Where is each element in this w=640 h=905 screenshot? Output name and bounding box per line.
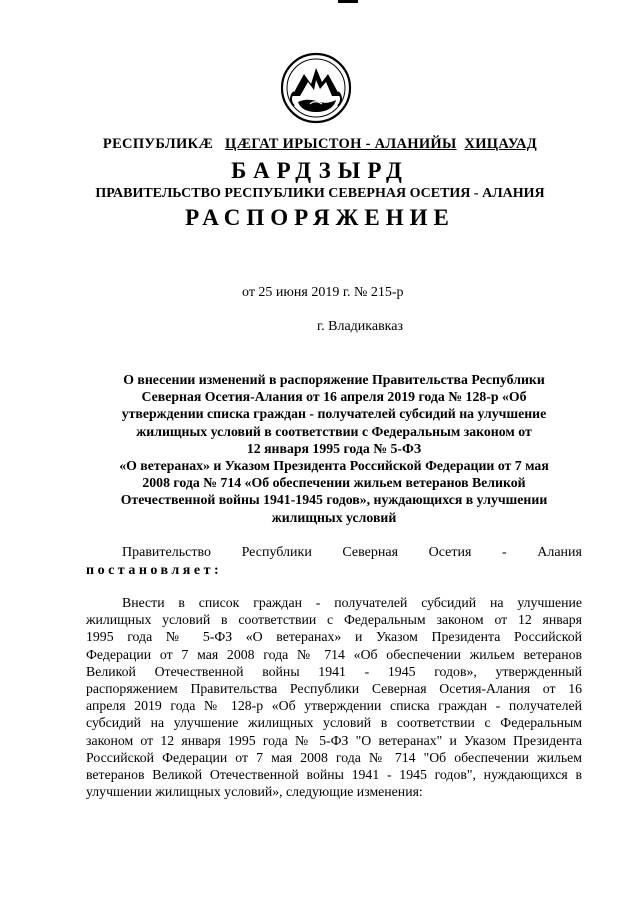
title-line: Северная Осетия-Алания от 16 апреля 2019 года № 128-р «Об [141,389,527,405]
preamble-decree: постановляет: [86,563,223,578]
body-line: Федерации от 7 мая 2008 года № 714 «Об обеспечении жильем ветеранов [86,646,582,662]
preamble-paragraph [86,544,582,580]
body-line: субсидий на улучшение жилищных условий в соответствии с Федеральным [86,715,582,731]
document-date-number: от 25 июня 2019 г. № 215-р [242,285,404,300]
body-line: апреля 2019 года № 128-р «Об утверждении списка граждан - получателей [86,698,582,714]
body-line: Российской Федерации от 7 мая 2008 года № 714 "Об обеспечении жильем [86,749,582,765]
header-doc-type: РАСПОРЯЖЕНИЕ [185,205,455,230]
body-line: жилищных условий в соответствии с Федеральным законом от 12 января [86,612,582,628]
preamble-word: Осетия [428,545,472,560]
header-os-part3: ХИЦАУАД [464,136,538,152]
title-line: жилищных условий [271,509,397,525]
title-line: «О ветеранах» и Указом Президента Российской Федерации от 7 мая [119,458,549,474]
body-line: улучшении жилищных условий», следующие изменения: [86,784,423,800]
body-line: законом от 12 января 1995 года № 5-ФЗ "О ветеранах" и Указом Президента [86,732,582,748]
header-os-part1: РЕСПУБЛИКӔ [102,136,214,152]
preamble-word: - [501,545,507,560]
header-ossetian [0,136,640,153]
document-title [86,371,582,526]
preamble-word: Правительство [122,545,211,560]
body-line: Внести в список граждан - получателей субсидий на улучшение [122,595,582,610]
title-line: жилищных условий в соответствии с Федеральным законом от [136,423,532,439]
body-line: ветеранов Великой Отечественной войны 1941 - 1945 годов", нуждающихся в [86,767,582,783]
body-line: Великой Отечественной войны 1941 - 1945 годов», утвержденный [86,663,582,679]
preamble-word: Алания [537,545,582,560]
top-scan-mark [338,0,358,3]
title-line: О внесении изменений в распоряжение Правительства Республики [123,372,545,387]
title-line: Отечественной войны 1941-1945 годов», нуждающихся в улучшении [120,492,548,508]
preamble-word: Северная [342,545,399,560]
body-line: распоряжением Правительства Республики Северная Осетия-Алания от 16 [86,681,582,697]
header-bardzyrd: БАРДЗЫРД [231,158,409,183]
document-city: г. Владикавказ [316,319,404,334]
title-line: утверждении списка граждан - получателей субсидий на улучшение [121,406,547,422]
body-paragraph [86,594,582,800]
title-line: 12 января 1995 года № 5-ФЗ [246,440,422,456]
coat-of-arms-emblem [280,52,352,124]
header-government: ПРАВИТЕЛЬСТВО РЕСПУБЛИКИ СЕВЕРНАЯ ОСЕТИЯ - АЛАНИЯ [95,186,545,201]
preamble-line [86,544,582,562]
header-os-part2: ЦӔГАТ ИРЫСТОН - АЛАНИЙЫ [224,136,457,152]
preamble-word: Республики [241,545,312,560]
title-line: 2008 года № 714 «Об обеспечении жильем ветеранов Великой [142,475,526,491]
body-line: 1995 года № 5-ФЗ «О ветеранах» и Указом Президента Российской [86,629,582,645]
